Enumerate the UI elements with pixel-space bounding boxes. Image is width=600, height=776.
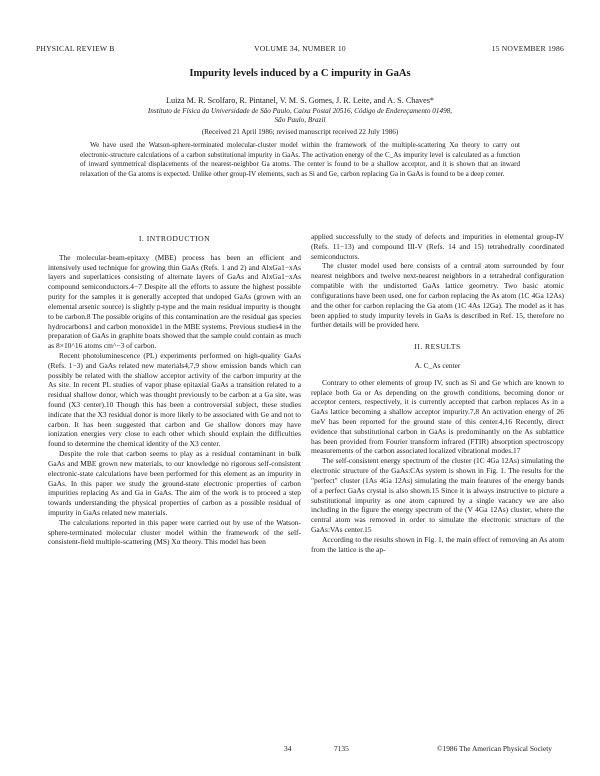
right-column bbox=[311, 232, 564, 737]
affiliation-line-2: São Paulo, Brazil bbox=[274, 116, 326, 125]
section-heading-results: II. RESULTS bbox=[414, 342, 461, 352]
affiliation-line-1: Instituto de Física da Universidade de São Paulo, Caixa Postal 20516, Código de Endereçamento 01498, bbox=[147, 107, 453, 115]
received-dates: (Received 21 April 1986; revised manuscript received 22 July 1986) bbox=[201, 128, 399, 136]
paragraph: The self-consistent energy spectrum of the cluster (1C 4Ga 12As) simulating the electronic structure of the GaAs:CAs system is shown in Fig. 1. The results for the "perfect" cluster (1As 4Ga 12As) simulating the main features of the energy bands of a perfect GaAs crystal is also shown.15 Since it is always instructive to picture a substitutional impurity as one atom captured by a single vacancy we are also including in the figure the energy spectrum of the (V 4Ga 12As) cluster, where the central atom was removed in order to simulate the electronic structure of the GaAs:VAs center.15 bbox=[311, 456, 564, 534]
article-page-number: 7135 bbox=[334, 744, 349, 753]
paragraph: The cluster model used here consists of a central atom surrounded by four nearest neighbors and twelve next-nearest neighbors in a tetrahedral configuration compatible with the undistorted GaAs lattice geometry. Two basic atomic configurations have been used, one for carbon replacing the As atom (1C 4Ga 12As) and the other for carbon replacing the Ga atom (1C 4As 12Ga). The model as it has been applied to study impurity levels in GaAs is described in Ref. 15, therefore no further details will be provided here. bbox=[311, 261, 564, 330]
article-title: Impurity levels induced by a C impurity in GaAs bbox=[189, 68, 411, 79]
journal-name: PHYSICAL REVIEW B bbox=[36, 44, 115, 53]
paragraph: applied successfully to the study of defects and impurities in elemental group-IV (Refs. 11−13) and compound III-V (Refs. 14 and 15) tetrahedrally coordinated semiconductors. bbox=[311, 232, 564, 261]
left-column bbox=[48, 232, 301, 737]
abstract: We have used the Watson-sphere-terminated molecular-cluster model within the framework of the multiple-scattering Xα theory to carry out electronic-structure calculations of a carbon substitutional impurity in GaAs. The activation energy of the C_As impurity level is calculated as a function of inward symmetrical displacements of the nearest-neighbor Ga atoms. The center is found to be a shallow acceptor, and it is shown that an inward relaxation of the Ga atoms is expected. Unlike other group-IV elements, such as Si and Ge, carbon replacing Ga in GaAs is found to be a deep center. bbox=[80, 141, 520, 178]
paragraph: The molecular-beam-epitaxy (MBE) process has been an efficient and intensively used technique for growing thin GaAs (Refs. 1 and 2) and AlxGa1−xAs layers and superlattices consisting of alternate layers of GaAs and AlxGa1−xAs compound semiconductors.4−7 Despite all the efforts to assure the highest possible purity for the samples it is generally accepted that undoped GaAs (grown with an elemental arsenic source) is slightly p-type and the main residual impurity is thought to be carbon.8 The possible origins of this contamination are the residual gas species hydrocarbons1 and carbon monoxide1 in the MBE systems. Previous studies4 in the preparation of GaAs in graphite boats showed that the sample could contain as much as 8×10^16 atoms cm^−3 of carbon. bbox=[48, 252, 301, 351]
page-footer bbox=[36, 744, 564, 756]
copyright-notice: ©1986 The American Physical Society bbox=[436, 744, 552, 753]
running-head bbox=[36, 44, 564, 53]
section-heading-introduction: I. INTRODUCTION bbox=[138, 234, 211, 243]
affiliation bbox=[60, 107, 540, 126]
volume-number: VOLUME 34, NUMBER 10 bbox=[254, 44, 346, 53]
paragraph: Contrary to other elements of group IV, such as Si and Ge which are known to replace both Ga or As depending on the growth conditions, becoming donor or acceptor centers, respectively, it is currently accepted that carbon replaces As in a GaAs lattice becoming a shallow acceptor impurity.7,8 An activation energy of 26 meV has been reported for the ground state of this center.4,16 Recently, direct evidence that substitutional carbon in GaAs is predominantly on the As sublattice has been provided from Fourier transform infrared (FTIR) absorption spectroscopy measurements of the carbon associated localized vibrational modes.17 bbox=[311, 377, 564, 456]
paragraph: Recent photoluminescence (PL) experiments performed on high-quality GaAs (Refs. 1−3) and GaAs related new materials4,7,9 show emission bands which can possibly be related with the shallow acceptor activity of the carbon impurity at the As site. In recent PL studies of vapor phase epitaxial GaAs a transition related to a residual shallow donor, which was thought previously to be carbon at a Ga site, was found (X3 center).10 Though this has been a controversial subject, these studies indicate that the X3 residual donor is more likely to be associated with Ge and not to carbon. It has been suggested that carbon and Ge shallow donors may have ionization energies very close to each other which should explain the difficulties found to determine the chemical identity of the X3 center. bbox=[48, 350, 301, 449]
author-list: Luiza M. R. Scolfaro, R. Pintanel, V. M. S. Gomes, J. R. Leite, and A. S. Chaves* bbox=[165, 96, 435, 105]
subsection-heading: A. C_As center bbox=[414, 360, 461, 370]
paragraph: The calculations reported in this paper were carried out by use of the Watson-sphere-terminated molecular cluster model within the framework of the self-consistent-field multiple-scattering (MS) Xα theory. This model has been bbox=[48, 517, 301, 547]
paragraph: According to the results shown in Fig. 1, the main effect of removing an As atom from the lattice is the ap- bbox=[311, 534, 564, 554]
issue-date: 15 NOVEMBER 1986 bbox=[491, 44, 564, 53]
paragraph: Despite the role that carbon seems to play as a residual contaminant in bulk GaAs and MBE grown new materials, to our knowledge no rigorous self-consistent electronic-state calculations have been performed for this element as an impurity in GaAs. In this paper we study the ground-state electronic properties of carbon impurities replacing As and Ga in GaAs. The aim of the work is to proceed a step towards understanding the physical properties of carbon as a possible residual of impurity in GaAs related new materials. bbox=[48, 449, 301, 517]
volume-page-number: 34 bbox=[284, 744, 292, 753]
